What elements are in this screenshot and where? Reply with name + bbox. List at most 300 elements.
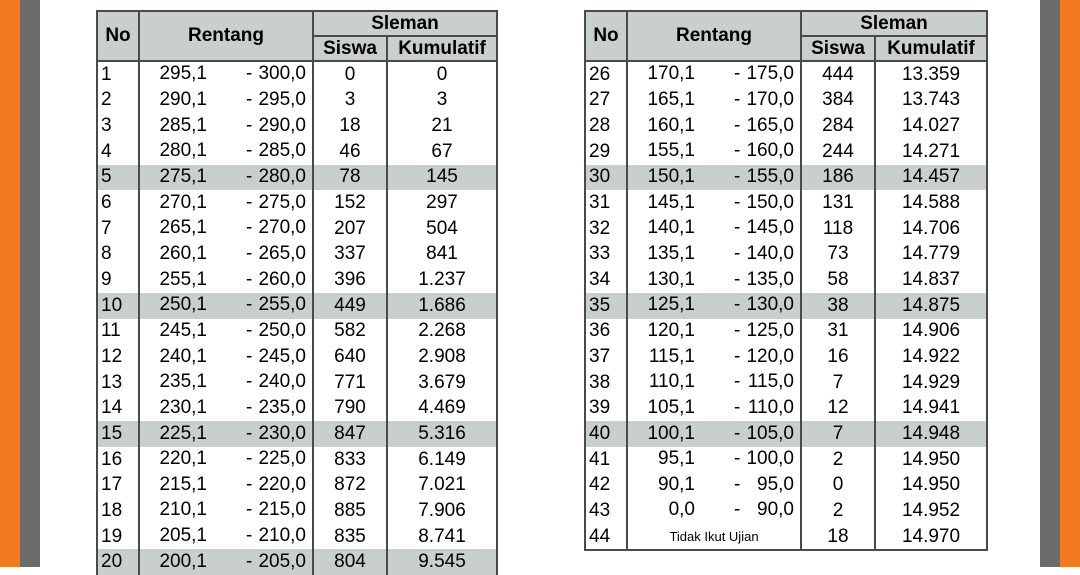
score-range bbox=[627, 242, 801, 268]
header-no: No bbox=[97, 11, 139, 61]
range-upper: 155,0 bbox=[746, 165, 794, 187]
range-dash: - bbox=[734, 140, 741, 162]
kumulatif-count: 297 bbox=[387, 190, 497, 216]
range-dash: - bbox=[246, 396, 253, 418]
range-cell bbox=[628, 498, 800, 523]
siswa-count: 847 bbox=[313, 421, 387, 447]
kumulatif-count: 9.545 bbox=[387, 549, 497, 575]
row-number: 2 bbox=[97, 88, 139, 114]
row-number: 11 bbox=[97, 319, 139, 345]
table-row bbox=[97, 242, 497, 268]
orange-border-left bbox=[0, 0, 20, 567]
range-cell bbox=[140, 473, 312, 498]
range-cell bbox=[140, 216, 312, 241]
siswa-count: 2 bbox=[801, 447, 875, 473]
score-range bbox=[627, 139, 801, 165]
score-range bbox=[627, 267, 801, 293]
table-row bbox=[585, 524, 987, 551]
range-cell bbox=[140, 370, 312, 395]
row-number: 13 bbox=[97, 370, 139, 396]
row-number: 10 bbox=[97, 293, 139, 319]
range-lower: 220,1 bbox=[159, 448, 207, 470]
range-lower: 130,1 bbox=[647, 268, 695, 290]
table-row bbox=[97, 473, 497, 499]
table-row bbox=[97, 61, 497, 88]
table-row bbox=[97, 319, 497, 345]
range-cell bbox=[628, 268, 800, 293]
header-rentang: Rentang bbox=[139, 11, 313, 61]
score-range bbox=[139, 165, 313, 191]
row-number: 16 bbox=[97, 447, 139, 473]
table-row bbox=[585, 267, 987, 293]
row-number: 42 bbox=[585, 473, 627, 499]
range-upper: 95,0 bbox=[757, 473, 794, 495]
range-upper: 225,0 bbox=[258, 448, 306, 470]
range-cell bbox=[628, 88, 800, 113]
range-lower: 265,1 bbox=[159, 217, 207, 239]
range-upper: 160,0 bbox=[746, 140, 794, 162]
row-number: 7 bbox=[97, 216, 139, 242]
header-siswa: Siswa bbox=[313, 36, 387, 61]
siswa-count: 833 bbox=[313, 447, 387, 473]
range-cell bbox=[628, 242, 800, 267]
range-dash: - bbox=[734, 448, 741, 470]
kumulatif-count: 14.779 bbox=[875, 242, 987, 268]
kumulatif-count: 14.837 bbox=[875, 267, 987, 293]
row-number: 26 bbox=[585, 61, 627, 88]
kumulatif-count: 14.970 bbox=[875, 524, 987, 551]
siswa-count: 444 bbox=[801, 61, 875, 88]
range-dash: - bbox=[734, 242, 741, 264]
table-row bbox=[97, 267, 497, 293]
range-lower: 105,1 bbox=[647, 396, 695, 418]
row-number: 6 bbox=[97, 190, 139, 216]
table-row bbox=[585, 139, 987, 165]
range-upper: 290,0 bbox=[258, 114, 306, 136]
kumulatif-count: 7.906 bbox=[387, 498, 497, 524]
kumulatif-count: 3.679 bbox=[387, 370, 497, 396]
row-number: 9 bbox=[97, 267, 139, 293]
range-lower: 205,1 bbox=[159, 525, 207, 547]
table-row bbox=[97, 447, 497, 473]
kumulatif-count: 8.741 bbox=[387, 524, 497, 550]
range-dash: - bbox=[734, 294, 741, 316]
row-number: 4 bbox=[97, 139, 139, 165]
range-dash: - bbox=[734, 422, 741, 444]
range-cell bbox=[140, 550, 312, 575]
range-dash: - bbox=[246, 371, 253, 393]
range-lower: 225,1 bbox=[159, 422, 207, 444]
range-cell bbox=[140, 165, 312, 190]
siswa-count: 46 bbox=[313, 139, 387, 165]
row-number: 43 bbox=[585, 498, 627, 524]
range-dash: - bbox=[734, 217, 741, 239]
siswa-count: 384 bbox=[801, 88, 875, 114]
score-range bbox=[139, 190, 313, 216]
score-range bbox=[139, 344, 313, 370]
row-number: 28 bbox=[585, 113, 627, 139]
range-cell bbox=[628, 422, 800, 447]
range-cell bbox=[140, 268, 312, 293]
table-row bbox=[97, 113, 497, 139]
row-number: 5 bbox=[97, 165, 139, 191]
siswa-count: 18 bbox=[313, 113, 387, 139]
range-upper: 130,0 bbox=[746, 294, 794, 316]
score-range bbox=[627, 473, 801, 499]
kumulatif-count: 2.908 bbox=[387, 344, 497, 370]
kumulatif-count: 14.922 bbox=[875, 344, 987, 370]
table-row bbox=[97, 344, 497, 370]
table-row bbox=[97, 370, 497, 396]
range-upper: 100,0 bbox=[746, 448, 794, 470]
header-siswa: Siswa bbox=[801, 36, 875, 61]
range-cell bbox=[140, 191, 312, 216]
siswa-count: 131 bbox=[801, 190, 875, 216]
siswa-count: 3 bbox=[313, 88, 387, 114]
kumulatif-count: 14.906 bbox=[875, 319, 987, 345]
gray-border-left bbox=[20, 0, 40, 567]
siswa-count: 78 bbox=[313, 165, 387, 191]
kumulatif-count: 13.359 bbox=[875, 61, 987, 88]
kumulatif-count: 14.706 bbox=[875, 216, 987, 242]
kumulatif-count: 14.950 bbox=[875, 447, 987, 473]
siswa-count: 337 bbox=[313, 242, 387, 268]
kumulatif-count: 21 bbox=[387, 113, 497, 139]
header-no: No bbox=[585, 11, 627, 61]
range-upper: 90,0 bbox=[757, 499, 794, 521]
table-row bbox=[585, 344, 987, 370]
kumulatif-count: 14.457 bbox=[875, 165, 987, 191]
range-dash: - bbox=[246, 268, 253, 290]
range-cell bbox=[140, 345, 312, 370]
left-table-body bbox=[97, 61, 497, 575]
range-dash: - bbox=[734, 473, 741, 495]
table-row bbox=[585, 498, 987, 524]
range-upper: 120,0 bbox=[746, 345, 794, 367]
range-lower: 140,1 bbox=[647, 217, 695, 239]
score-range bbox=[627, 447, 801, 473]
row-number: 19 bbox=[97, 524, 139, 550]
range-cell bbox=[628, 319, 800, 344]
range-lower: 290,1 bbox=[159, 88, 207, 110]
range-lower: 120,1 bbox=[647, 319, 695, 341]
siswa-count: 0 bbox=[313, 61, 387, 88]
siswa-count: 872 bbox=[313, 473, 387, 499]
kumulatif-count: 5.316 bbox=[387, 421, 497, 447]
score-range bbox=[139, 549, 313, 575]
siswa-count: 16 bbox=[801, 344, 875, 370]
kumulatif-count: 841 bbox=[387, 242, 497, 268]
range-dash: - bbox=[734, 345, 741, 367]
kumulatif-count: 2.268 bbox=[387, 319, 497, 345]
range-lower: 170,1 bbox=[647, 63, 695, 85]
score-range bbox=[627, 113, 801, 139]
range-lower: 215,1 bbox=[159, 473, 207, 495]
table-row bbox=[585, 88, 987, 114]
row-number: 12 bbox=[97, 344, 139, 370]
row-number: 14 bbox=[97, 396, 139, 422]
kumulatif-count: 14.271 bbox=[875, 139, 987, 165]
range-upper: 235,0 bbox=[258, 396, 306, 418]
range-upper: 145,0 bbox=[746, 217, 794, 239]
header-rentang: Rentang bbox=[627, 11, 801, 61]
table-row bbox=[585, 473, 987, 499]
range-upper: 275,0 bbox=[258, 191, 306, 213]
siswa-count: 2 bbox=[801, 498, 875, 524]
range-dash: - bbox=[734, 88, 741, 110]
siswa-count: 835 bbox=[313, 524, 387, 550]
range-lower: 160,1 bbox=[647, 114, 695, 136]
kumulatif-count: 13.743 bbox=[875, 88, 987, 114]
row-number: 29 bbox=[585, 139, 627, 165]
range-lower: 250,1 bbox=[159, 294, 207, 316]
score-range bbox=[139, 216, 313, 242]
score-range bbox=[139, 267, 313, 293]
row-number: 20 bbox=[97, 549, 139, 575]
kumulatif-count: 4.469 bbox=[387, 396, 497, 422]
score-range bbox=[139, 61, 313, 88]
range-upper: 135,0 bbox=[746, 268, 794, 290]
range-lower: 270,1 bbox=[159, 191, 207, 213]
score-range bbox=[627, 370, 801, 396]
range-upper: 170,0 bbox=[746, 88, 794, 110]
kumulatif-count: 1.686 bbox=[387, 293, 497, 319]
score-range bbox=[139, 242, 313, 268]
range-dash: - bbox=[246, 319, 253, 341]
range-lower: 90,1 bbox=[658, 473, 695, 495]
range-cell bbox=[140, 422, 312, 447]
range-lower: 150,1 bbox=[647, 165, 695, 187]
range-lower: 235,1 bbox=[159, 371, 207, 393]
table-row bbox=[585, 396, 987, 422]
row-number: 38 bbox=[585, 370, 627, 396]
kumulatif-count: 14.929 bbox=[875, 370, 987, 396]
row-number: 17 bbox=[97, 473, 139, 499]
score-range bbox=[139, 293, 313, 319]
range-lower: 275,1 bbox=[159, 165, 207, 187]
range-upper: 295,0 bbox=[258, 88, 306, 110]
table-row bbox=[585, 421, 987, 447]
range-dash: - bbox=[246, 191, 253, 213]
row-number: 8 bbox=[97, 242, 139, 268]
range-dash: - bbox=[246, 165, 253, 187]
range-upper: 245,0 bbox=[258, 345, 306, 367]
range-upper: 150,0 bbox=[746, 191, 794, 213]
siswa-count: 118 bbox=[801, 216, 875, 242]
range-cell bbox=[140, 242, 312, 267]
range-upper: 140,0 bbox=[746, 242, 794, 264]
siswa-count: 885 bbox=[313, 498, 387, 524]
siswa-count: 790 bbox=[313, 396, 387, 422]
kumulatif-count: 0 bbox=[387, 61, 497, 88]
range-upper: 165,0 bbox=[746, 114, 794, 136]
kumulatif-count: 14.952 bbox=[875, 498, 987, 524]
row-number: 37 bbox=[585, 344, 627, 370]
range-dash: - bbox=[246, 550, 253, 572]
range-cell bbox=[628, 62, 800, 87]
score-range bbox=[627, 190, 801, 216]
table-row bbox=[585, 216, 987, 242]
range-cell bbox=[140, 498, 312, 523]
range-lower: 165,1 bbox=[647, 88, 695, 110]
range-lower: 100,1 bbox=[647, 422, 695, 444]
table-row bbox=[97, 421, 497, 447]
range-dash: - bbox=[246, 499, 253, 521]
range-dash: - bbox=[734, 63, 741, 85]
score-range bbox=[627, 396, 801, 422]
right-table-body bbox=[585, 61, 987, 550]
range-upper: 125,0 bbox=[746, 319, 794, 341]
table-row bbox=[97, 396, 497, 422]
range-cell bbox=[628, 139, 800, 164]
score-range bbox=[627, 293, 801, 319]
range-cell bbox=[628, 114, 800, 139]
row-number: 32 bbox=[585, 216, 627, 242]
score-range bbox=[139, 524, 313, 550]
siswa-count: 804 bbox=[313, 549, 387, 575]
range-cell bbox=[628, 165, 800, 190]
kumulatif-count: 67 bbox=[387, 139, 497, 165]
range-upper: 285,0 bbox=[258, 140, 306, 162]
siswa-count: 640 bbox=[313, 344, 387, 370]
gray-border-right bbox=[1040, 0, 1060, 567]
table-row bbox=[97, 190, 497, 216]
row-number: 39 bbox=[585, 396, 627, 422]
range-lower: 280,1 bbox=[159, 140, 207, 162]
range-cell bbox=[140, 293, 312, 318]
kumulatif-count: 6.149 bbox=[387, 447, 497, 473]
siswa-count: 7 bbox=[801, 370, 875, 396]
kumulatif-count: 14.027 bbox=[875, 113, 987, 139]
row-number: 35 bbox=[585, 293, 627, 319]
siswa-count: 152 bbox=[313, 190, 387, 216]
score-range bbox=[139, 473, 313, 499]
siswa-count: 7 bbox=[801, 421, 875, 447]
range-label: Tidak Ikut Ujian bbox=[669, 528, 759, 544]
range-lower: 255,1 bbox=[159, 268, 207, 290]
range-lower: 260,1 bbox=[159, 242, 207, 264]
score-range bbox=[139, 139, 313, 165]
kumulatif-count: 145 bbox=[387, 165, 497, 191]
range-lower: 245,1 bbox=[159, 319, 207, 341]
range-lower: 295,1 bbox=[159, 63, 207, 85]
score-range bbox=[139, 396, 313, 422]
siswa-count: 31 bbox=[801, 319, 875, 345]
siswa-count: 449 bbox=[313, 293, 387, 319]
kumulatif-count: 7.021 bbox=[387, 473, 497, 499]
range-dash: - bbox=[246, 525, 253, 547]
range-cell bbox=[140, 88, 312, 113]
range-upper: 215,0 bbox=[258, 499, 306, 521]
kumulatif-count: 14.875 bbox=[875, 293, 987, 319]
score-range bbox=[627, 165, 801, 191]
range-cell bbox=[140, 62, 312, 87]
siswa-count: 396 bbox=[313, 267, 387, 293]
score-distribution-table-right bbox=[584, 10, 988, 551]
range-dash: - bbox=[246, 294, 253, 316]
left-score-table bbox=[96, 10, 498, 575]
range-dash: - bbox=[246, 140, 253, 162]
siswa-count: 284 bbox=[801, 113, 875, 139]
range-upper: 280,0 bbox=[258, 165, 306, 187]
range-upper: 300,0 bbox=[258, 63, 306, 85]
range-dash: - bbox=[734, 396, 741, 418]
range-dash: - bbox=[734, 268, 741, 290]
score-range bbox=[627, 216, 801, 242]
table-row bbox=[585, 319, 987, 345]
siswa-count: 58 bbox=[801, 267, 875, 293]
table-row bbox=[585, 370, 987, 396]
range-lower: 95,1 bbox=[658, 448, 695, 470]
table-row bbox=[97, 88, 497, 114]
siswa-count: 771 bbox=[313, 370, 387, 396]
range-cell bbox=[140, 319, 312, 344]
range-cell bbox=[140, 524, 312, 549]
table-row bbox=[585, 165, 987, 191]
header-kumulatif: Kumulatif bbox=[387, 36, 497, 61]
siswa-count: 207 bbox=[313, 216, 387, 242]
header-sleman: Sleman bbox=[801, 11, 987, 36]
orange-border-right bbox=[1060, 0, 1080, 567]
range-dash: - bbox=[246, 345, 253, 367]
header-sleman: Sleman bbox=[313, 11, 497, 36]
range-lower: 230,1 bbox=[159, 396, 207, 418]
row-number: 33 bbox=[585, 242, 627, 268]
range-upper: 250,0 bbox=[258, 319, 306, 341]
row-number: 44 bbox=[585, 524, 627, 551]
table-row bbox=[97, 498, 497, 524]
range-lower: 155,1 bbox=[647, 140, 695, 162]
row-number: 18 bbox=[97, 498, 139, 524]
table-row bbox=[585, 447, 987, 473]
table-row bbox=[585, 113, 987, 139]
score-range bbox=[627, 344, 801, 370]
range-lower: 110,1 bbox=[648, 371, 695, 393]
table-row bbox=[585, 61, 987, 88]
kumulatif-count: 14.588 bbox=[875, 190, 987, 216]
table-row bbox=[97, 139, 497, 165]
score-range bbox=[627, 61, 801, 88]
range-upper: 265,0 bbox=[258, 242, 306, 264]
range-dash: - bbox=[246, 448, 253, 470]
row-number: 1 bbox=[97, 61, 139, 88]
row-number: 40 bbox=[585, 421, 627, 447]
kumulatif-count: 3 bbox=[387, 88, 497, 114]
range-dash: - bbox=[246, 114, 253, 136]
range-cell bbox=[628, 216, 800, 241]
range-lower: 145,1 bbox=[647, 191, 695, 213]
range-upper: 240,0 bbox=[258, 371, 306, 393]
range-dash: - bbox=[246, 422, 253, 444]
range-lower: 0,0 bbox=[668, 499, 695, 521]
range-upper: 205,0 bbox=[258, 550, 306, 572]
score-range bbox=[139, 113, 313, 139]
score-range bbox=[139, 421, 313, 447]
siswa-count: 186 bbox=[801, 165, 875, 191]
range-cell bbox=[628, 473, 800, 498]
siswa-count: 73 bbox=[801, 242, 875, 268]
score-range bbox=[627, 524, 801, 551]
right-score-table bbox=[584, 10, 988, 551]
range-dash: - bbox=[734, 319, 741, 341]
table-row bbox=[585, 190, 987, 216]
siswa-count: 12 bbox=[801, 396, 875, 422]
score-range bbox=[139, 88, 313, 114]
range-cell bbox=[140, 114, 312, 139]
range-dash: - bbox=[246, 242, 253, 264]
table-row bbox=[97, 524, 497, 550]
range-upper: 270,0 bbox=[258, 217, 306, 239]
